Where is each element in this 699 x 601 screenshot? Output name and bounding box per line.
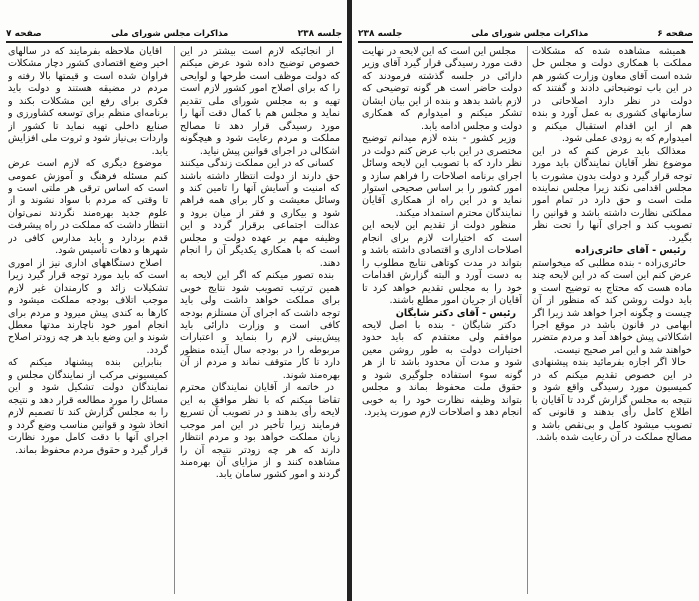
header-rule xyxy=(358,41,693,43)
column-divider xyxy=(174,46,175,594)
text-column xyxy=(532,46,692,596)
text-column xyxy=(362,46,522,596)
session-number: جلسه ۲۳۸ xyxy=(297,29,342,39)
left-page xyxy=(0,0,348,601)
text-column xyxy=(8,46,168,596)
paragraph: موضوع دیگری که لازم است عرض کنم مسئله فرهنگ و آموزش عمومی است که اساس ترقی هر ملتی است و تا وقتی که مردم با سواد نشوند و از علوم جدید بهره‌مند نگردند نمی‌توان انتظار داشت که مملکت در راه پیشرفت قدم بردارد و باید مدارس کافی در شهرها و دهات تأسیس شود. xyxy=(8,158,168,257)
speaker-paragraph: دکتر شایگان - بنده با اصل لایحه موافقم ولی معتقدم که باید حدود اختیارات دولت به طور روشن معین شود و مدت آن محدود باشد تا از هر گونه سوء استفاده جلوگیری شود و حقوق ملت محفوظ بماند و مجلس بتواند وظیفه نظارت خود را به خوبی انجام دهد و اصلاحات لازم صورت پذیرد. xyxy=(362,319,522,419)
paragraph: بنده تصور میکنم که اگر این لایحه به همین ترتیب تصویب شود نتایج خوبی برای مملکت خواهد داشت ولی باید توجه داشت که اجرای آن مستلزم بودجه کافی است و وزارت دارائی باید پیش‌بینی لازم را بنماید و اعتبارات مربوطه را در بودجه سال آینده منظور دارد تا کار متوقف نماند و مردم از آن بهره‌مند شوند. xyxy=(180,270,340,381)
header-rule xyxy=(6,41,342,43)
paragraph: در خاتمه از آقایان نمایندگان محترم تقاضا میکنم که با نظر موافق به این لایحه رأی بدهند و در تصویب آن تسریع فرمایند زیرا تأخیر در این امر موجب زیان مملکت خواهد بود و مردم انتظار دارند که هر چه زودتر نتیجه آن را مشاهده کنند و از مزایای آن بهره‌مند گردند و امور کشور سامان یابد. xyxy=(180,382,340,481)
paragraph: مجلس این است که این لایحه در نهایت دقت مورد رسیدگی قرار گیرد آقای وزیر دارائی در جلسه گذشته فرمودند که دولت حاضر است هر گونه توضیحی که لازم باشد بدهد و بنده از این بیان ایشان تشکر میکنم و امیدوارم که همکاری دولت و مجلس ادامه یابد. xyxy=(362,46,522,132)
paragraph: از آنجائیکه لازم است بیشتر در این خصوص توضیح داده شود عرض میکنم که دولت موظف است طرحها و لوایحی را که برای اصلاح امور کشور لازم است تهیه و به مجلس شورای ملی تقدیم نماید و مجلس هم با کمال دقت آنها را مورد رسیدگی قرار دهد تا مصالح مملکت و مردم رعایت شود و هیچگونه اشکالی در اجرای قوانین پیش نیاید. xyxy=(180,46,340,157)
paragraph: اصلاح دستگاههای اداری نیز از اموری است که باید مورد توجه قرار گیرد زیرا تشکیلات زائد و کارمندان غیر لازم موجب اتلاف بودجه مملکت میشود و کارها به کندی پیش میرود و مردم برای انجام امور خود ناچارند مدتها معطل شوند و این وضع باید هر چه زودتر اصلاح گردد. xyxy=(8,257,168,356)
speaker-paragraph: رئیس - آقای دکتر شایگان xyxy=(395,307,516,319)
paragraph: کسانی که در این مملکت زندگی میکنند حق دارند از دولت انتظار داشته باشند که امنیت و آسایش آنها را تامین کند و وسائل معیشت و کار برای همه فراهم شود و بیکاری و فقر از میان برود و عدالت اجتماعی برقرار گردد و این وظیفه مهم بر عهده دولت و مجلس است که با همکاری یکدیگر آن را انجام دهند. xyxy=(180,158,340,269)
column-divider xyxy=(527,46,528,594)
paragraph: آقایان ملاحظه بفرمایند که در سالهای اخیر وضع اقتصادی کشور دچار مشکلات فراوان شده است و قیمتها بالا رفته و مردم در مضیقه هستند و دولت باید فکری برای رفع این مشکلات بکند و برنامه‌ای منظم برای توسعه کشاورزی و صنایع داخلی تهیه نماید تا کشور از واردات بی‌نیاز شود و ثروت ملی افزایش یابد. xyxy=(8,46,168,157)
right-page xyxy=(352,0,699,601)
running-title: مذاکرات مجلس شورای ملی xyxy=(471,29,589,39)
page-number: صفحه ۶ xyxy=(657,29,693,39)
text-column xyxy=(180,46,340,596)
page-header xyxy=(6,25,342,39)
paragraph: حالا اگر اجازه بفرمائید بنده پیشنهادی در این خصوص تقدیم میکنم که در کمیسیون مورد رسیدگی واقع شود و نتیجه به مجلس گزارش گردد تا آقایان با اطلاع کامل رأی بدهند و قانونی که تصویب میشود کامل و بی‌نقص باشد و مصالح مملکت در آن رعایت شده باشد. xyxy=(532,357,692,444)
speaker-paragraph: وزیر کشور - بنده لازم میدانم توضیح مختصری در این باب عرض کنم دولت در نظر دارد که با تصویب این لایحه وسائل اجرای برنامه اصلاحات را فراهم سازد و امور کشور را بر اساس صحیحی استوار نماید و در این راه از همکاری آقایان نمایندگان محترم استمداد میکند. xyxy=(362,133,522,219)
session-number: جلسه ۲۳۸ xyxy=(358,29,403,39)
speaker-paragraph: حائری‌زاده - بنده مطلبی که میخواستم عرض کنم این است که در این لایحه چند ماده هست که محتاج به توضیح است و باید دولت روشن کند که منظور از آن چیست و چگونه اجرا خواهد شد زیرا اگر ابهامی در قانون باشد در موقع اجرا اشکالاتی پیش خواهد آمد و مردم متضرر خواهند شد و این امر صحیح نیست. xyxy=(532,257,692,356)
running-title: مذاکرات مجلس شورای ملی xyxy=(111,29,229,39)
paragraph: همیشه مشاهده شده که مشکلات مملکت با همکاری دولت و مجلس حل شده است آقای معاون وزارت کشور هم در این باب توضیحاتی دادند و گفتند که دولت در نظر دارد اصلاحاتی در سازمانهای کشوری به عمل آورد و بنده هم از این اقدام استقبال میکنم و امیدوارم که به زودی عملی شود. xyxy=(532,46,692,145)
paragraph: بنابراین بنده پیشنهاد میکنم که کمیسیونی مرکب از نمایندگان مجلس و نمایندگان دولت تشکیل شود و این مسائل را مورد مطالعه قرار دهد و نتیجه را به مجلس گزارش کند تا تصمیم لازم اتخاذ شود و قوانین مناسب وضع گردد و اجرای آنها با دقت کامل مورد نظارت قرار گیرد و حقوق مردم محفوظ بماند. xyxy=(8,357,168,456)
page-number: صفحه ۷ xyxy=(6,29,42,39)
page-header xyxy=(358,25,693,39)
paragraph: معذالک باید عرض کنم که در این موضوع نظر آقایان نمایندگان باید مورد توجه قرار گیرد و دولت بدون مشورت با مجلس اقدامی نکند زیرا مجلس نماینده ملت است و حق دارد در تمام امور مملکتی نظارت داشته باشد و قوانین را تصویب کند و اجرای آنها را تحت نظر بگیرد. xyxy=(532,145,692,244)
speaker-paragraph: رئیس - آقای حائری‌زاده xyxy=(575,245,686,257)
paragraph: منظور دولت از تقدیم این لایحه این است که اختیارات لازم برای انجام اصلاحات اداری و اقتصادی داشته باشد و بتواند در مدت کوتاهی نتایج مطلوب را به دست آورد و البته گزارش اقدامات خود را به مجلس تقدیم خواهد کرد تا آقایان از جریان امور مطلع باشند. xyxy=(362,220,522,307)
